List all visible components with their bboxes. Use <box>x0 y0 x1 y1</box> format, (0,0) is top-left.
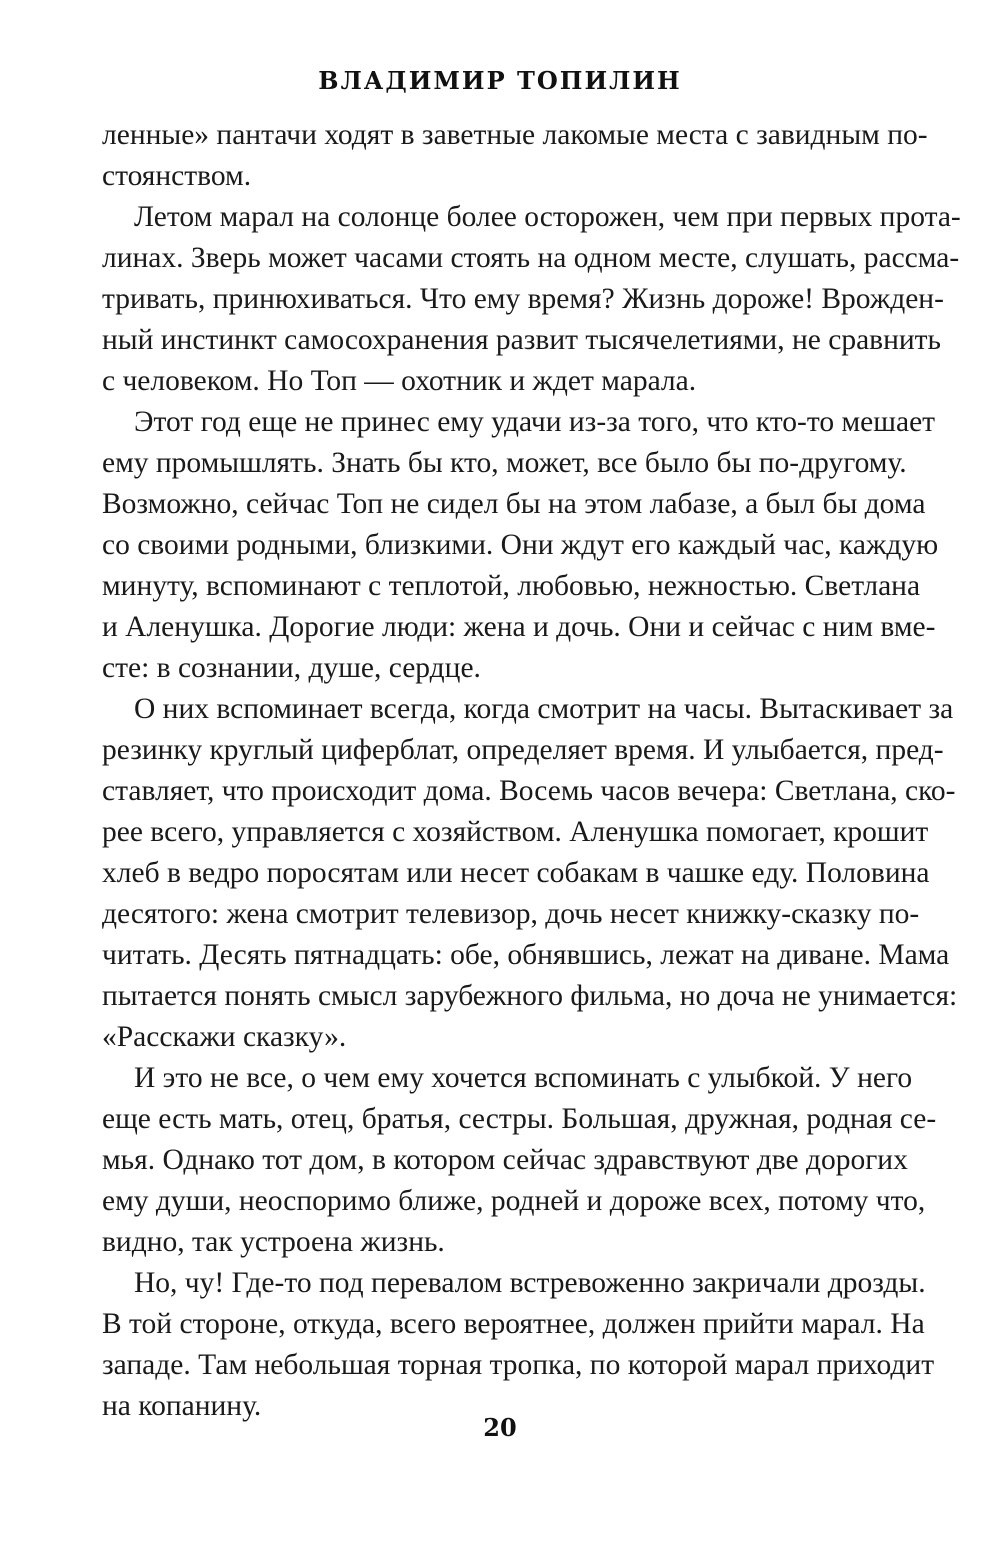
text-line: В той стороне, откуда, всего вероятнее, должен прийти марал. На <box>102 1308 925 1340</box>
text-line: хлеб в ведро поросятам или несет собакам в чашке еду. Половина <box>102 857 930 889</box>
text-line: ему промышлять. Знать бы кто, может, все было бы по-другому. <box>102 447 907 479</box>
text-line: мья. Однако тот дом, в котором сейчас здравствуют две дорогих <box>102 1144 908 1176</box>
text-line: Возможно, сейчас Топ не сидел бы на этом лабазе, а был бы дома <box>102 488 926 520</box>
text-line: тривать, принюхиваться. Что ему время? Жизнь дороже! Врожден- <box>102 283 944 315</box>
text-line: читать. Десять пятнадцать: обе, обнявшись, лежат на диване. Мама <box>102 939 950 971</box>
text-line: западе. Там небольшая торная тропка, по которой марал приходит <box>102 1349 935 1381</box>
text-line: минуту, вспоминают с теплотой, любовью, нежностью. Светлана <box>102 570 921 602</box>
text-line: на копанину. <box>102 1390 262 1422</box>
text-line: видно, так устроена жизнь. <box>102 1226 445 1258</box>
text-line: Этот год еще не принес ему удачи из-за того, что кто-то мешает <box>134 406 936 438</box>
text-line: со своими родными, близкими. Они ждут его каждый час, каждую <box>102 529 939 561</box>
text-line: О них вспоминает всегда, когда смотрит на часы. Вытаскивает за <box>134 693 954 725</box>
text-line: стоянством. <box>102 160 252 192</box>
text-line: «Расскажи сказку». <box>102 1021 347 1053</box>
text-line: И это не все, о чем ему хочется вспоминать с улыбкой. У него <box>134 1062 913 1094</box>
text-line: десятого: жена смотрит телевизор, дочь несет книжку-сказку по- <box>102 898 920 930</box>
text-line: Но, чу! Где-то под перевалом встревоженно закричали дрозды. <box>134 1267 926 1299</box>
running-head: ВЛАДИМИР ТОПИЛИН <box>318 66 682 95</box>
text-line: ему души, неоспоримо ближе, родней и дороже всех, потому что, <box>102 1185 926 1217</box>
text-line: рее всего, управляется с хозяйством. Аленушка помогает, крошит <box>102 816 929 848</box>
text-line: линах. Зверь может часами стоять на одном месте, слушать, рассма- <box>102 242 960 274</box>
text-line: ставляет, что происходит дома. Восемь часов вечера: Светлана, ско- <box>102 775 956 807</box>
page-number: 20 <box>483 1413 517 1442</box>
text-line: ленные» пантачи ходят в заветные лакомые места с завидным по- <box>102 119 928 151</box>
text-line: резинку круглый циферблат, определяет время. И улыбается, пред- <box>102 734 944 766</box>
text-line: ный инстинкт самосохранения развит тысячелетиями, не сравнить <box>102 324 942 356</box>
body-text <box>102 115 961 1427</box>
text-line: и Аленушка. Дорогие люди: жена и дочь. Они и сейчас с ним вме- <box>102 611 936 643</box>
text-line: пытается понять смысл зарубежного фильма, но доча не унимается: <box>102 980 958 1012</box>
text-line: с человеком. Но Топ — охотник и ждет марала. <box>102 365 697 397</box>
text-line: еще есть мать, отец, братья, сестры. Большая, дружная, родная се- <box>102 1103 937 1135</box>
text-line: сте: в сознании, душе, сердце. <box>102 652 481 684</box>
text-line: Летом марал на солонце более осторожен, чем при первых прота- <box>134 201 961 233</box>
